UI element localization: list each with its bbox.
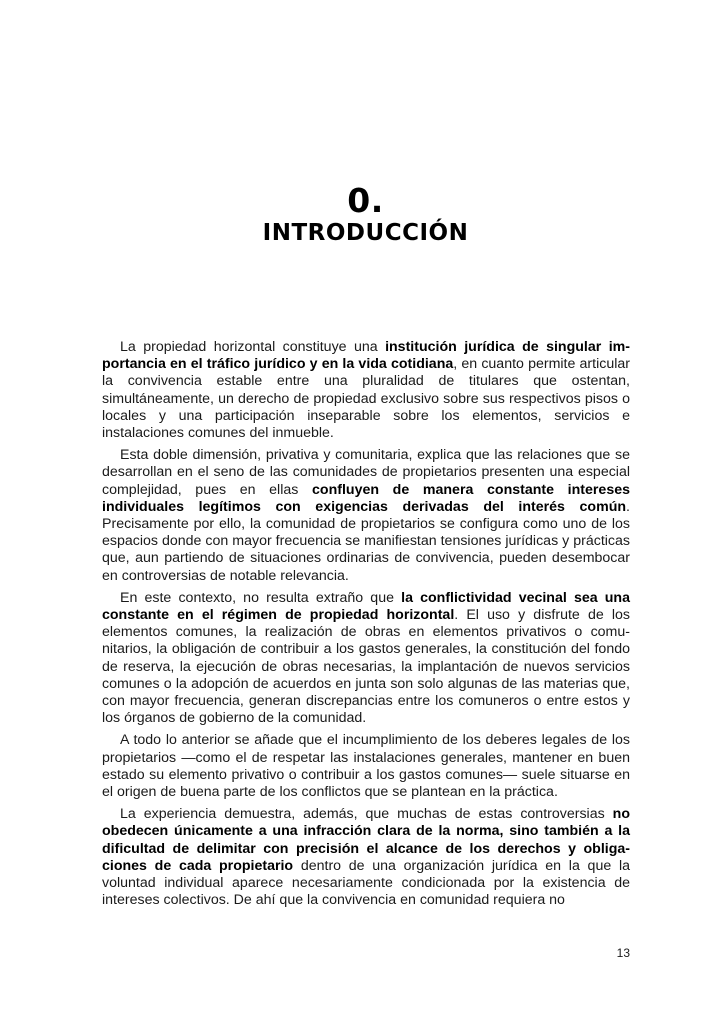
paragraph-2-run-3: . Precisamente por ello, la comunidad de propietarios se configura como uno de los espacios donde con mayor frecuencia se manifiestan tensiones jurídicas y prácticas que, aun partiendo de situaciones ordinarias de convivencia, pueden desembocar en controversias de notable relevancia. [102,498,630,584]
paragraph-3 [102,590,630,728]
paragraph-1-run-3: , en cuanto permite articular la convivencia estable entre una pluralidad de titulares que ostentan, simultáneamente, un derecho de propiedad exclusivo sobre sus respectivos pisos o locales y una participación inseparable sobre los elementos, servicios e instalaciones comunes del inmueble. [102,356,631,442]
paragraph-3-run-1: En este contexto, no resulta extraño que [120,589,402,606]
body-text [102,339,630,915]
paragraph-5 [102,806,630,909]
chapter-title: INTRODUCCIÓN [262,220,469,246]
paragraph-4-run-1: A todo lo anterior se añade que el incumplimiento de los deberes legales de los propietarios —como el de respetar las instalaciones generales, mantener en buen estado su elemento privativo o contribuir a los gastos comunes— suele situarse en el origen de buena parte de los conflictos que se plantean en la práctica. [102,732,630,801]
paragraph-4 [102,732,630,801]
paragraph-5-run-2: no obedecen únicamente a una infracción clara de la norma, sino también a la dificultad de delimitar con precisión el alcance de los derechos y obligaciones de cada propietario [102,806,630,874]
chapter-number: 0. [347,181,384,220]
paragraph-2-run-1: Esta doble dimensión, privativa y comunitaria, explica que las relaciones que se desarrollan en el seno de las comunidades de propietarios presenten una especial complejidad, pues en ellas [102,447,630,498]
paragraph-3-run-2: la conflictividad vecinal sea una constante en el régimen de propiedad horizontal [102,589,630,624]
page-number: 13 [616,946,630,960]
paragraph-1-run-1: La propiedad horizontal constituye una [120,339,386,355]
paragraph-1 [102,339,630,442]
paragraph-1-run-2: institución jurídica de singular importancia en el tráfico jurídico y en la vida cotidiana [102,339,630,373]
paragraph-3-run-3: . El uso y disfrute de los elementos comunes, la realización de obras en elementos privativos o comunitarios, la obligación de contribuir a los gastos generales, la constitución del fondo de reserva, la ejecución de obras necesarias, la implantación de nuevos servicios comunes o la adopción de acuerdos en junta son solo algunas de las materias que, con mayor frecuencia, generan discrepancias entre los comuneros o entre estos y los órganos de gobierno de la comunidad. [102,607,630,727]
paragraph-5-run-3: dentro de una organización jurídica en la que la voluntad individual aparece necesariamente condicionada por la existencia de intereses colectivos. De ahí que la convivencia en comunidad requiera no [102,857,630,909]
paragraph-5-run-1: La experiencia demuestra, además, que muchas de estas controversias [120,806,613,823]
paragraph-2 [102,447,630,585]
paragraph-2-run-2: confluyen de manera constante intereses individuales legítimos con exigencias derivadas del interés común [102,481,630,515]
